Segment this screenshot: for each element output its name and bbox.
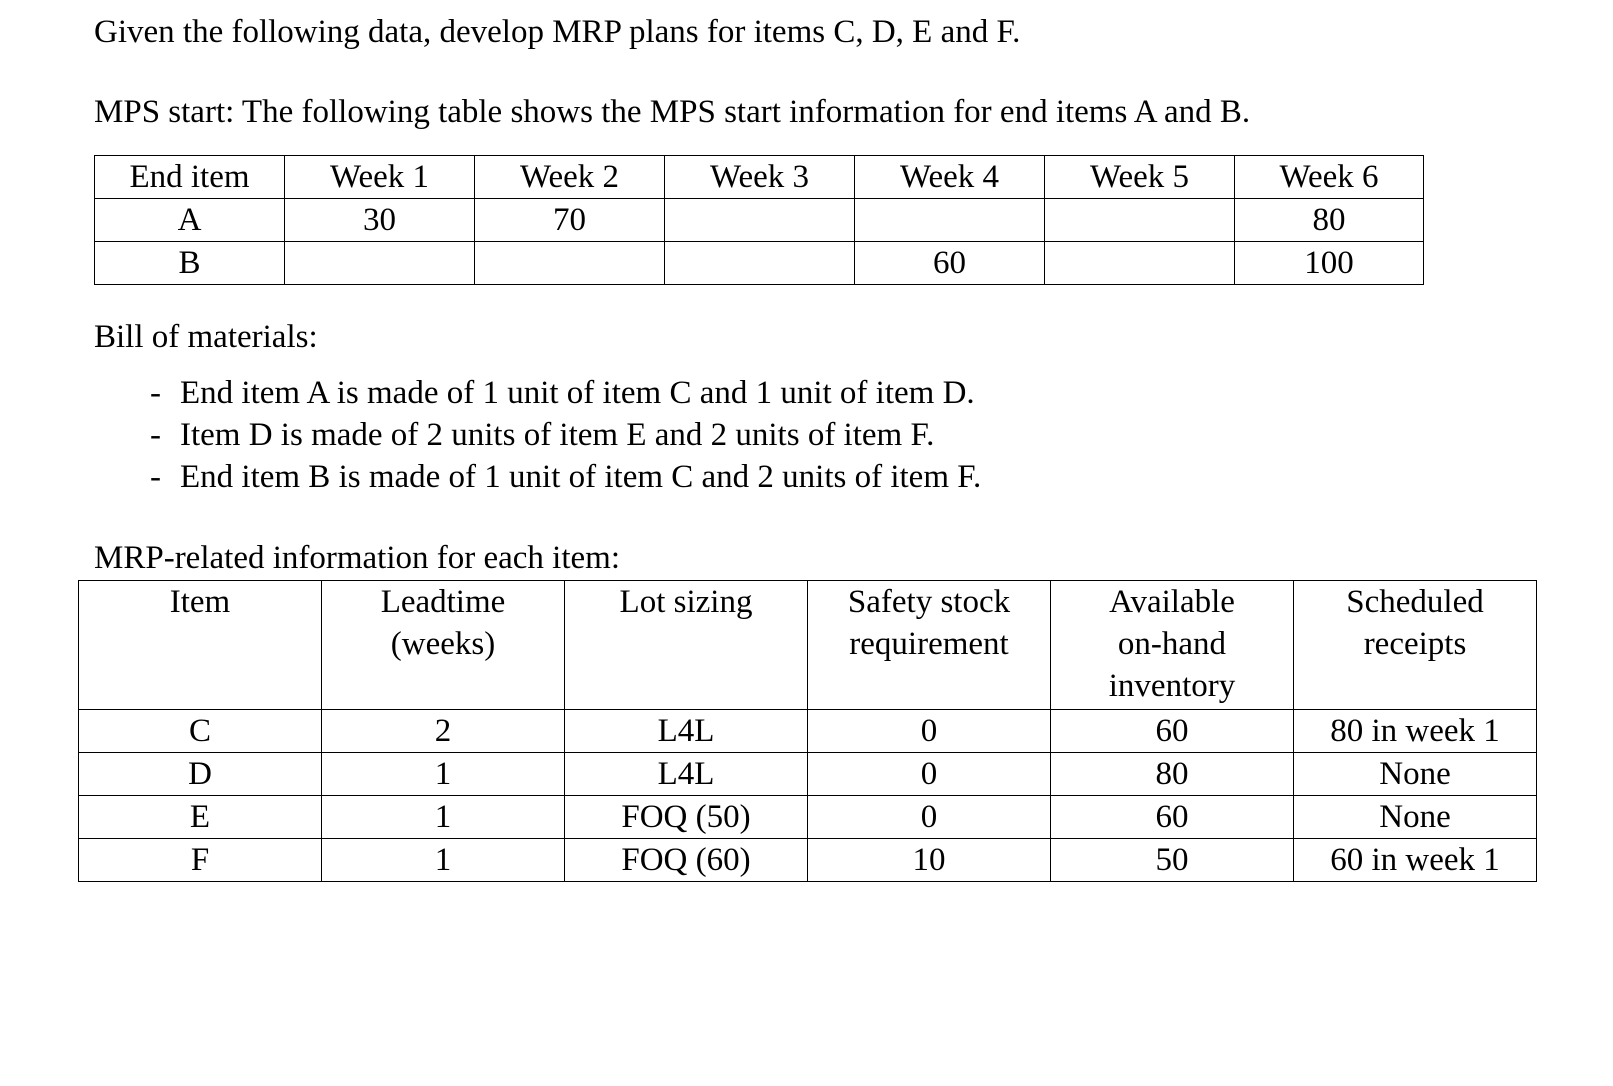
mps-cell: A <box>95 199 285 242</box>
mps-row-a <box>95 199 1424 242</box>
mps-header-cell: Week 4 <box>855 156 1045 199</box>
bom-title: Bill of materials: <box>94 319 318 355</box>
mrp-cell: 0 <box>808 710 1051 753</box>
bullet-dash: - <box>150 375 161 411</box>
mrp-cell: 0 <box>808 796 1051 839</box>
mrp-cell: L4L <box>565 753 808 796</box>
mrp-cell: FOQ (50) <box>565 796 808 839</box>
header-line: Safety stock <box>847 584 1011 620</box>
bom-item-text: End item B is made of 1 unit of item C and 2 units of item F. <box>180 459 982 495</box>
bom-item-text: Item D is made of 2 units of item E and 2 units of item F. <box>180 417 935 453</box>
header-line: inventory <box>1108 668 1236 704</box>
mrp-cell: 50 <box>1051 839 1294 882</box>
bom-item <box>150 372 981 414</box>
mrp-cell: 1 <box>322 753 565 796</box>
header-line: Lot sizing <box>619 584 753 620</box>
mrp-cell: None <box>1294 753 1537 796</box>
mps-cell: 70 <box>475 199 665 242</box>
mps-row-b <box>95 242 1424 285</box>
mps-cell <box>665 199 855 242</box>
mrp-cell: L4L <box>565 710 808 753</box>
mps-cell: B <box>95 242 285 285</box>
mrp-row-d <box>79 753 1537 796</box>
mrp-cell: 80 <box>1051 753 1294 796</box>
bom-item-text: End item A is made of 1 unit of item C and 1 unit of item D. <box>180 375 975 411</box>
mps-cell <box>285 242 475 285</box>
mrp-cell: 2 <box>322 710 565 753</box>
bom-list <box>150 372 981 498</box>
header-line: Available <box>1109 584 1235 620</box>
header-line: Scheduled <box>1346 584 1484 620</box>
mps-header-cell: Week 5 <box>1045 156 1235 199</box>
bom-item <box>150 456 981 498</box>
mps-cell: 60 <box>855 242 1045 285</box>
mrp-row-f <box>79 839 1537 882</box>
bullet-dash: - <box>150 417 161 453</box>
mrp-cell: D <box>79 753 322 796</box>
mrp-header-lot-sizing <box>565 581 808 710</box>
mps-cell <box>475 242 665 285</box>
mps-cell <box>1045 242 1235 285</box>
mrp-header-row <box>79 581 1537 710</box>
mrp-cell: 1 <box>322 796 565 839</box>
mps-caption: MPS start: The following table shows the MPS start information for end items A and B. <box>94 94 1251 130</box>
bom-item <box>150 414 981 456</box>
mps-cell <box>665 242 855 285</box>
bullet-dash: - <box>150 459 161 495</box>
mrp-caption: MRP-related information for each item: <box>94 540 621 576</box>
mps-header-row <box>95 156 1424 199</box>
mrp-header-leadtime <box>322 581 565 710</box>
mrp-cell: C <box>79 710 322 753</box>
mrp-row-e <box>79 796 1537 839</box>
mrp-cell: E <box>79 796 322 839</box>
mrp-header-on-hand <box>1051 581 1294 710</box>
mps-header-cell: End item <box>95 156 285 199</box>
mrp-cell: 80 in week 1 <box>1294 710 1537 753</box>
mrp-info-table <box>78 580 1537 882</box>
mrp-cell: 10 <box>808 839 1051 882</box>
intro-text: Given the following data, develop MRP plans for items C, D, E and F. <box>94 14 1021 50</box>
mps-header-cell: Week 3 <box>665 156 855 199</box>
header-line: on-hand <box>1117 626 1227 662</box>
header-line: Item <box>169 584 231 620</box>
mrp-cell: 60 <box>1051 710 1294 753</box>
mrp-cell: 1 <box>322 839 565 882</box>
mrp-cell: 60 in week 1 <box>1294 839 1537 882</box>
mps-cell <box>1045 199 1235 242</box>
mrp-cell: None <box>1294 796 1537 839</box>
header-line: requirement <box>849 626 1009 662</box>
mrp-header-item <box>79 581 322 710</box>
mrp-cell: 60 <box>1051 796 1294 839</box>
mps-header-cell: Week 6 <box>1235 156 1424 199</box>
mps-table <box>94 155 1424 285</box>
mrp-header-scheduled-receipts <box>1294 581 1537 710</box>
header-line: (weeks) <box>390 626 496 662</box>
mrp-row-c <box>79 710 1537 753</box>
mrp-cell: 0 <box>808 753 1051 796</box>
mps-cell <box>855 199 1045 242</box>
mrp-cell: F <box>79 839 322 882</box>
mps-cell: 30 <box>285 199 475 242</box>
mps-header-cell: Week 1 <box>285 156 475 199</box>
mrp-header-safety-stock <box>808 581 1051 710</box>
header-line: Leadtime <box>380 584 506 620</box>
mps-cell: 100 <box>1235 242 1424 285</box>
mps-cell: 80 <box>1235 199 1424 242</box>
mps-header-cell: Week 2 <box>475 156 665 199</box>
header-line: receipts <box>1363 626 1467 662</box>
mrp-cell: FOQ (60) <box>565 839 808 882</box>
